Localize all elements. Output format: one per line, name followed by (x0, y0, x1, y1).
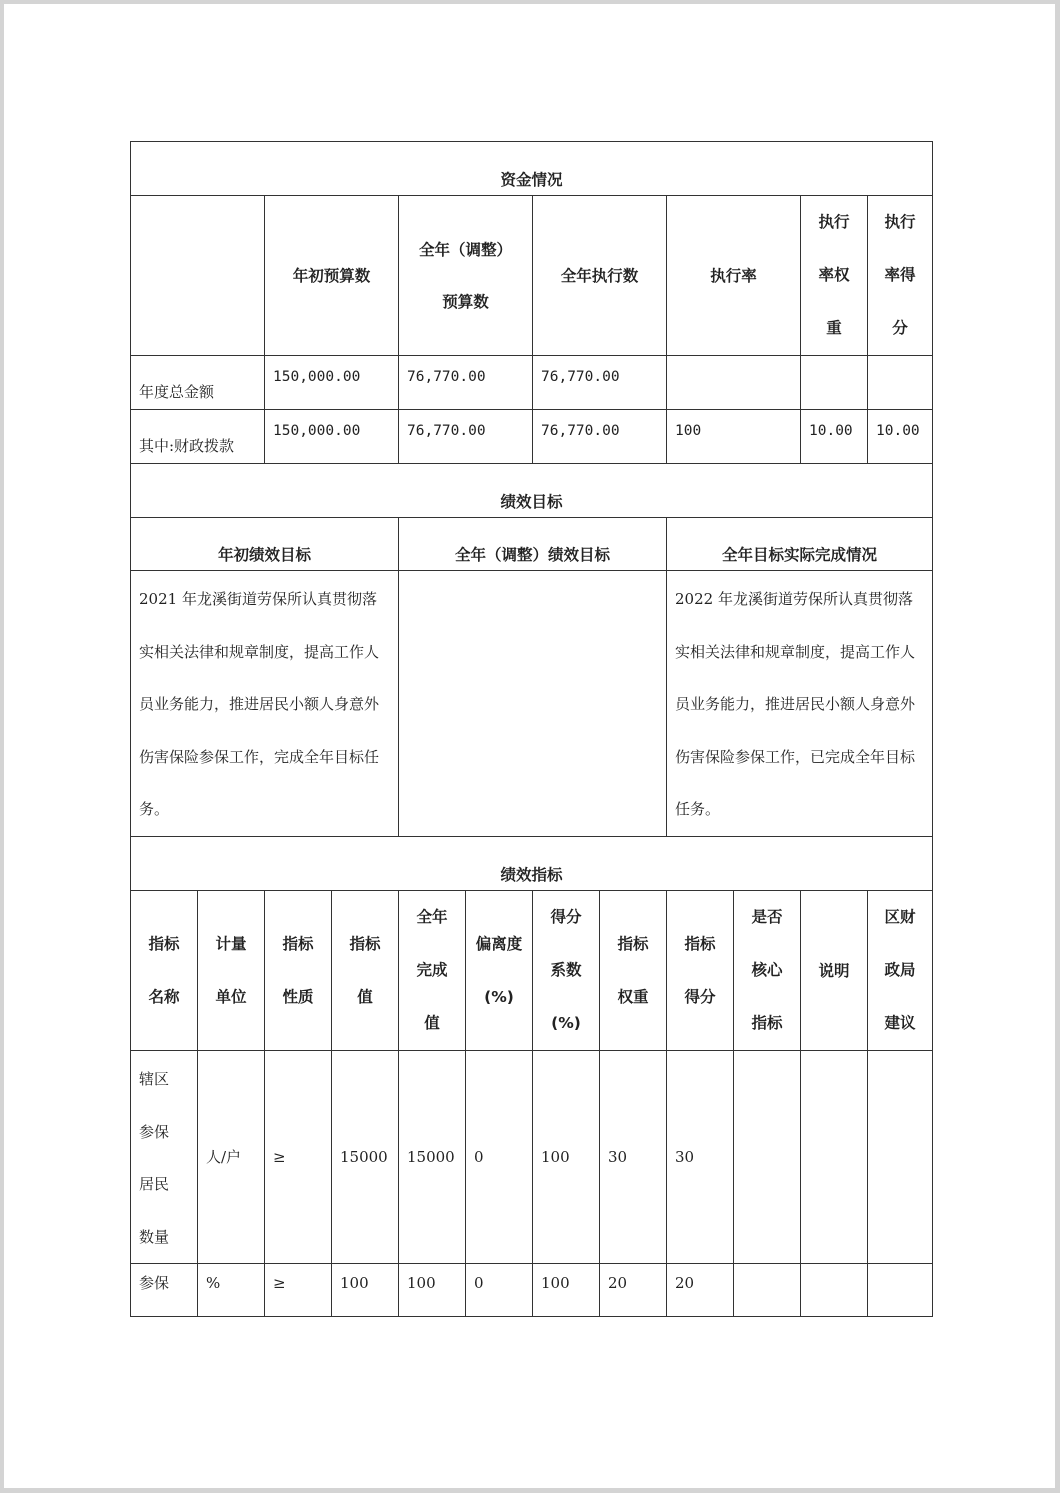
ind-header-nature: 指标性质 (265, 891, 332, 1051)
ind-unit: 人/户 (198, 1051, 265, 1264)
ind-header-coef: 得分系数(%) (533, 891, 600, 1051)
ind-name: 辖区参保居民数量 (131, 1051, 198, 1264)
funding-section-title: 资金情况 (131, 142, 933, 196)
ind-coef: 100 (533, 1051, 600, 1264)
funding-score (868, 356, 933, 410)
header-initial-goal: 年初绩效目标 (131, 518, 399, 571)
ind-header-score: 指标得分 (667, 891, 734, 1051)
ind-header-completed: 全年完成值 (399, 891, 466, 1051)
ind-suggestion (868, 1264, 933, 1317)
ind-name: 参保 (131, 1264, 198, 1317)
ind-deviation: 0 (466, 1051, 533, 1264)
ind-core (734, 1051, 801, 1264)
header-adjusted-budget: 全年（调整）预算数 (399, 196, 533, 356)
ind-header-deviation: 偏离度(%) (466, 891, 533, 1051)
header-rate-score: 执行率得分 (868, 196, 933, 356)
header-initial-budget: 年初预算数 (265, 196, 399, 356)
ind-header-weight: 指标权重 (600, 891, 667, 1051)
ind-deviation: 0 (466, 1264, 533, 1317)
ind-header-core: 是否核心指标 (734, 891, 801, 1051)
adjusted-goal-text (399, 571, 667, 837)
header-actual-completion: 全年目标实际完成情况 (667, 518, 933, 571)
header-executed: 全年执行数 (533, 196, 667, 356)
ind-nature: ≥ (265, 1264, 332, 1317)
header-adjusted-goal: 全年（调整）绩效目标 (399, 518, 667, 571)
ind-value: 15000 (332, 1051, 399, 1264)
funding-score: 10.00 (868, 410, 933, 464)
funding-executed: 76,770.00 (533, 356, 667, 410)
funding-initial: 150,000.00 (265, 356, 399, 410)
funding-rate (667, 356, 801, 410)
ind-header-value: 指标值 (332, 891, 399, 1051)
ind-note (801, 1051, 868, 1264)
funding-row-label: 年度总金额 (131, 356, 265, 410)
funding-adjusted: 76,770.00 (399, 356, 533, 410)
ind-unit: % (198, 1264, 265, 1317)
ind-nature: ≥ (265, 1051, 332, 1264)
initial-goal-text: 2021 年龙溪街道劳保所认真贯彻落实相关法律和规章制度，提高工作人员业务能力，推进居民小额人身意外伤害保险参保工作，完成全年目标任务。 (131, 571, 399, 837)
funding-row-label: 其中:财政拨款 (131, 410, 265, 464)
funding-initial: 150,000.00 (265, 410, 399, 464)
funding-header-blank (131, 196, 265, 356)
ind-header-suggestion: 区财政局建议 (868, 891, 933, 1051)
ind-header-note: 说明 (801, 891, 868, 1051)
ind-value: 100 (332, 1264, 399, 1317)
funding-executed: 76,770.00 (533, 410, 667, 464)
funding-weight (801, 356, 868, 410)
ind-note (801, 1264, 868, 1317)
ind-weight: 20 (600, 1264, 667, 1317)
ind-coef: 100 (533, 1264, 600, 1317)
ind-weight: 30 (600, 1051, 667, 1264)
ind-header-unit: 计量单位 (198, 891, 265, 1051)
ind-core (734, 1264, 801, 1317)
funding-rate: 100 (667, 410, 801, 464)
ind-completed: 15000 (399, 1051, 466, 1264)
performance-table (130, 141, 933, 1317)
funding-weight: 10.00 (801, 410, 868, 464)
header-rate-weight: 执行率权重 (801, 196, 868, 356)
ind-header-name: 指标名称 (131, 891, 198, 1051)
funding-adjusted: 76,770.00 (399, 410, 533, 464)
ind-suggestion (868, 1051, 933, 1264)
goals-section-title: 绩效目标 (131, 464, 933, 518)
indicators-section-title: 绩效指标 (131, 837, 933, 891)
actual-completion-text: 2022 年龙溪街道劳保所认真贯彻落实相关法律和规章制度，提高工作人员业务能力，推进居民小额人身意外伤害保险参保工作，已完成全年目标任务。 (667, 571, 933, 837)
ind-score: 30 (667, 1051, 734, 1264)
ind-completed: 100 (399, 1264, 466, 1317)
ind-score: 20 (667, 1264, 734, 1317)
header-exec-rate: 执行率 (667, 196, 801, 356)
